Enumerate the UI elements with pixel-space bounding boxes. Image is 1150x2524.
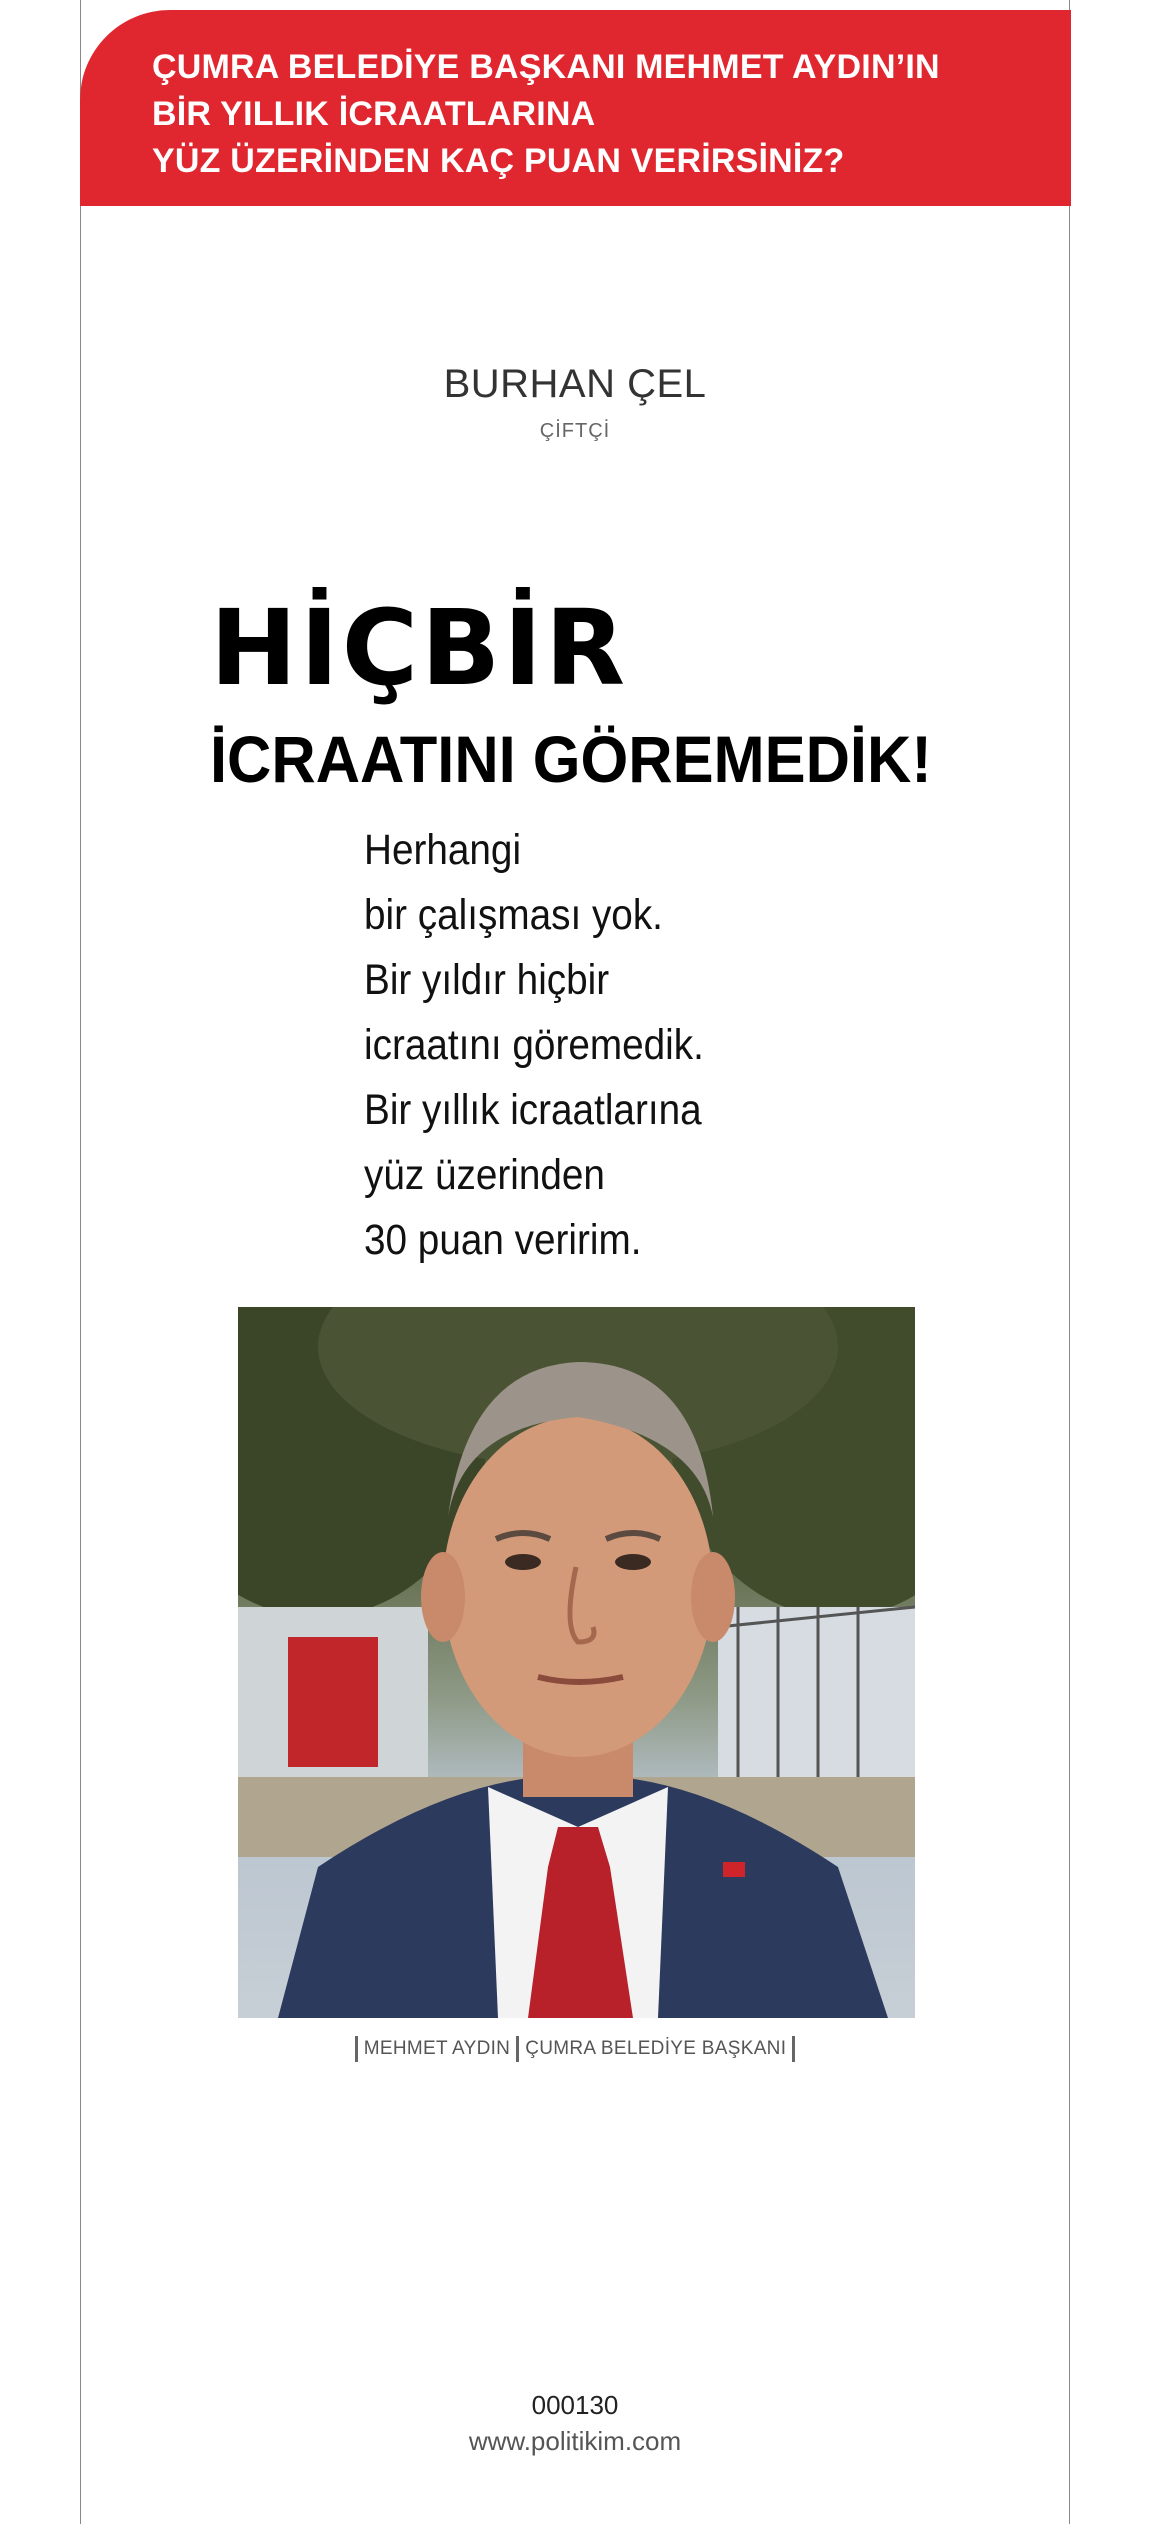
quote-line: bir çalışması yok.	[364, 891, 663, 939]
banner-line-3: YÜZ ÜZERİNDEN KAÇ PUAN VERİRSİNİZ?	[152, 142, 845, 180]
photo-caption	[0, 2036, 1150, 2062]
caption-title: ÇUMRA BELEDİYE BAŞKANI	[525, 2038, 787, 2060]
quote-line: 30 puan veririm.	[364, 1216, 642, 1264]
mayor-photo	[238, 1307, 915, 2018]
banner-line-2: BİR YILLIK İCRAATLARINA	[152, 95, 596, 133]
quote-line: yüz üzerinden	[364, 1151, 605, 1199]
caption-divider	[792, 2036, 795, 2062]
caption-divider	[516, 2036, 519, 2062]
caption-name: MEHMET AYDIN	[363, 2038, 511, 2060]
mayor-portrait-illustration	[238, 1307, 915, 2018]
headline-line-1: HİÇBİR	[210, 587, 629, 709]
caption-divider	[355, 2036, 358, 2062]
quote-line: Bir yıllık icraatlarına	[364, 1086, 702, 1134]
question-banner	[80, 10, 1071, 206]
quote-line: Bir yıldır hiçbir	[364, 956, 610, 1004]
page-code: 000130	[531, 2390, 619, 2420]
quote-body	[364, 818, 742, 1273]
quote-line: icraatını göremedik.	[364, 1021, 704, 1069]
respondent-name: BURHAN ÇEL	[443, 362, 707, 406]
website-link[interactable]: www.politikim.com	[468, 2426, 682, 2456]
quote-line: Herhangi	[364, 826, 522, 874]
banner-line-1: ÇUMRA BELEDİYE BAŞKANI MEHMET AYDIN’IN	[152, 48, 940, 86]
headline-line-2: İCRAATINI GÖREMEDİK!	[210, 722, 932, 796]
respondent-role: ÇİFTÇİ	[539, 420, 611, 442]
